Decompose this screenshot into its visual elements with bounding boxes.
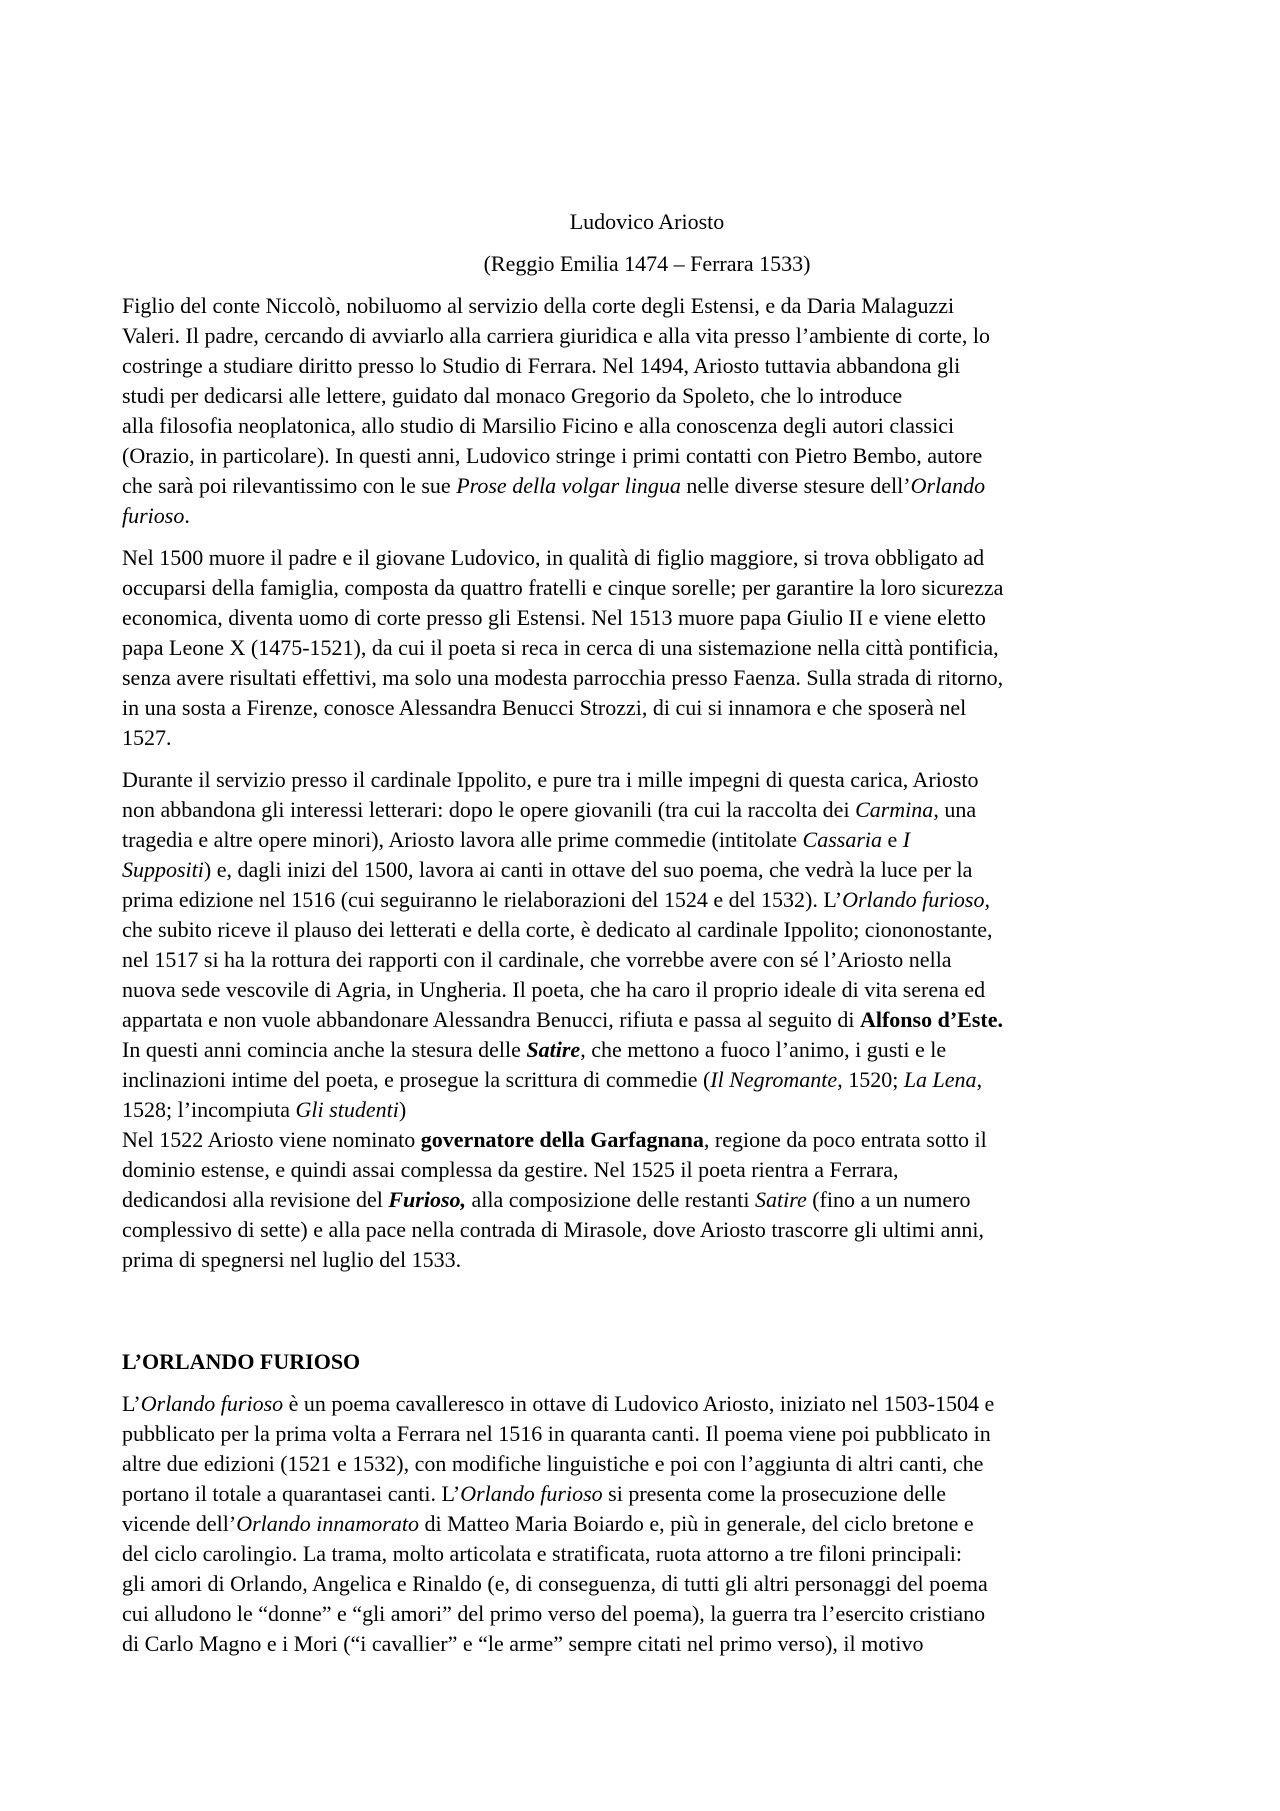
text-line: dominio estense, e quindi assai complessa da gestire. Nel 1525 il poeta rientra a Ferrara, — [122, 1157, 899, 1182]
text-span: nelle diverse stesure dell’ — [680, 473, 911, 498]
text-line — [122, 825, 1172, 855]
text-span: , — [984, 887, 990, 912]
text-line — [122, 1005, 1172, 1035]
text-span: è un poema cavalleresco in ottave di Ludovico Ariosto, iniziato nel 1503-1504 e — [283, 1391, 995, 1416]
text-line — [122, 1185, 1172, 1215]
italic-title: Il Negromante — [710, 1067, 838, 1092]
italic-title: Cassaria — [802, 827, 883, 852]
text-span: e — [882, 827, 903, 852]
text-line: studi per dedicarsi alle lettere, guidato dal monaco Gregorio da Spoleto, che lo introduce — [122, 383, 903, 408]
italic-title: I — [902, 827, 911, 852]
bold-italic-title: Furioso, — [388, 1187, 467, 1212]
text-line: gli amori di Orlando, Angelica e Rinaldo (e, di conseguenza, di tutti gli altri personaggi del poema — [122, 1571, 988, 1596]
italic-title: La Lena — [903, 1067, 977, 1092]
paragraph-biography-garfagnana — [122, 1125, 1172, 1275]
text-line: nuova sede vescovile di Agria, in Ungheria. Il poeta, che ha caro il proprio ideale di vita serena ed — [122, 977, 986, 1002]
text-span: non abbandona gli interessi letterari: dopo le opere giovanili (tra cui la raccolta dei — [122, 797, 856, 822]
bold-role: governatore della Garfagnana — [420, 1127, 704, 1152]
text-span: dedicandosi alla revisione del — [122, 1187, 389, 1212]
italic-title: furioso — [122, 503, 185, 528]
text-span: L’ — [122, 1391, 141, 1416]
section-spacer — [122, 1287, 1172, 1347]
italic-title: Satire — [754, 1187, 807, 1212]
italic-title: Orlando furioso — [460, 1481, 603, 1506]
paragraph-orlando-furioso — [122, 1389, 1172, 1659]
text-line: complessivo di sette) e alla pace nella contrada di Mirasole, dove Ariosto trascorre gli ultimi anni, — [122, 1217, 985, 1242]
text-span: alla composizione delle restanti — [466, 1187, 755, 1212]
text-line — [122, 1125, 1172, 1155]
text-line — [122, 1065, 1172, 1095]
text-line: (Orazio, in particolare). In questi anni, Ludovico stringe i primi contatti con Pietro Bembo, autore — [122, 443, 983, 468]
text-span: si presenta come la prosecuzione delle — [602, 1481, 946, 1506]
italic-title: Orlando furioso — [842, 887, 985, 912]
text-span: , che mettono a fuoco l’animo, i gusti e le — [580, 1037, 947, 1062]
italic-title: Prose della volgar lingua — [456, 473, 681, 498]
text-line — [122, 795, 1172, 825]
text-line: in una sosta a Firenze, conosce Alessandra Benucci Strozzi, di cui si innamora e che sposerà nel — [122, 695, 967, 720]
text-span: tragedia e altre opere minori), Ariosto lavora alle prime commedie (intitolate — [122, 827, 803, 852]
text-span: , — [976, 1067, 983, 1092]
text-line: Valeri. Il padre, cercando di avviarlo alla carriera giuridica e alla vita presso l’ambiente di corte, lo — [122, 323, 990, 348]
paragraph-biography-works — [122, 765, 1172, 1125]
text-line: costringe a studiare diritto presso lo Studio di Ferrara. Nel 1494, Ariosto tuttavia abbandona gli — [122, 353, 961, 378]
bold-name: Alfonso d’Este — [859, 1007, 998, 1032]
text-line: 1527. — [122, 725, 172, 750]
document-title: Ludovico Ariosto — [569, 209, 725, 234]
text-line — [122, 855, 1172, 885]
italic-title: Gli studenti — [295, 1097, 399, 1122]
text-line — [122, 885, 1172, 915]
bold-italic-title: Satire — [526, 1037, 581, 1062]
italic-title: Orlando — [910, 473, 986, 498]
text-line — [122, 501, 1172, 531]
text-line: che subito riceve il plauso dei letterati e della corte, è dedicato al cardinale Ippolito; ciononostante, — [122, 917, 993, 942]
text-span: , 1520; — [837, 1067, 904, 1092]
text-span: portano il totale a quarantasei canti. L’ — [122, 1481, 461, 1506]
text-span: Nel 1522 Ariosto viene nominato — [122, 1127, 421, 1152]
text-span: prima edizione nel 1516 (cui seguiranno le rielaborazioni del 1524 e del 1532). L’ — [122, 887, 843, 912]
text-line — [122, 1479, 1172, 1509]
text-line: alla filosofia neoplatonica, allo studio di Marsilio Ficino e alla conoscenza degli autori classici — [122, 413, 955, 438]
text-span: (fino a un numero — [806, 1187, 971, 1212]
text-line: del ciclo carolingio. La trama, molto articolata e stratificata, ruota attorno a tre filoni principali: — [122, 1541, 962, 1566]
text-span: appartata e non vuole abbandonare Alessandra Benucci, rifiuta e passa al seguito di — [122, 1007, 860, 1032]
text-span: , regione da poco entrata sotto il — [703, 1127, 987, 1152]
text-line: prima di spegnersi nel luglio del 1533. — [122, 1247, 462, 1272]
text-span: che sarà poi rilevantissimo con le sue — [122, 473, 457, 498]
text-line: economica, diventa uomo di corte presso gli Estensi. Nel 1513 muore papa Giulio II e viene eletto — [122, 605, 986, 630]
italic-title: Orlando innamorato — [236, 1511, 419, 1536]
text-span: . — [184, 503, 190, 528]
paragraph-biography-intro — [122, 291, 1172, 531]
text-span: In questi anni comincia anche la stesura delle — [122, 1037, 527, 1062]
text-span: vicende dell’ — [122, 1511, 237, 1536]
text-span: 1528; l’incompiuta — [122, 1097, 296, 1122]
italic-title: Suppositi — [122, 857, 204, 882]
text-line: papa Leone X (1475-1521), da cui il poeta si reca in cerca di una sistemazione nella città pontificia, — [122, 635, 999, 660]
text-line: cui alludono le “donne” e “gli amori” del primo verso del poema), la guerra tra l’esercito cristiano — [122, 1601, 986, 1626]
text-line: occuparsi della famiglia, composta da quattro fratelli e cinque sorelle; per garantire la loro sicurezza — [122, 575, 1004, 600]
italic-title: Carmina — [855, 797, 934, 822]
text-line: altre due edizioni (1521 e 1532), con modifiche linguistiche e poi con l’aggiunta di altri canti, che — [122, 1451, 984, 1476]
text-line: Durante il servizio presso il cardinale Ippolito, e pure tra i mille impegni di questa carica, Ariosto — [122, 767, 979, 792]
text-span: ) e, dagli inizi del 1500, lavora ai canti in ottave del suo poema, che vedrà la luce per la — [203, 857, 973, 882]
paragraph-biography-family — [122, 543, 1172, 753]
text-line: Nel 1500 muore il padre e il giovane Ludovico, in qualità di figlio maggiore, si trova obbligato ad — [122, 545, 985, 570]
text-line — [122, 1095, 1172, 1125]
text-span: . — [997, 1007, 1003, 1032]
text-line: di Carlo Magno e i Mori (“i cavallier” e “le arme” sempre citati nel primo verso), il motivo — [122, 1631, 924, 1656]
text-line — [122, 1509, 1172, 1539]
text-span: , una — [933, 797, 977, 822]
text-line: senza avere risultati effettivi, ma solo una modesta parrocchia presso Faenza. Sulla strada di ritorno, — [122, 665, 1004, 690]
document-page — [122, 207, 1172, 1671]
section-heading: L’ORLANDO FURIOSO — [122, 1349, 361, 1374]
text-line: nel 1517 si ha la rottura dei rapporti con il cardinale, che vorrebbe avere con sé l’Ariosto nella — [122, 947, 952, 972]
italic-title: Orlando furioso — [140, 1391, 284, 1416]
text-span: ) — [398, 1097, 407, 1122]
text-line: Figlio del conte Niccolò, nobiluomo al servizio della corte degli Estensi, e da Daria Malaguzzi — [122, 293, 955, 318]
text-span: di Matteo Maria Boiardo e, più in generale, del ciclo bretone e — [418, 1511, 974, 1536]
text-line — [122, 1035, 1172, 1065]
document-subtitle: (Reggio Emilia 1474 – Ferrara 1533) — [483, 251, 811, 276]
text-line — [122, 1389, 1172, 1419]
text-line — [122, 471, 1172, 501]
text-span: inclinazioni intime del poeta, e prosegue la scrittura di commedie ( — [122, 1067, 711, 1092]
text-line: pubblicato per la prima volta a Ferrara nel 1516 in quaranta canti. Il poema viene poi pubblicato in — [122, 1421, 991, 1446]
